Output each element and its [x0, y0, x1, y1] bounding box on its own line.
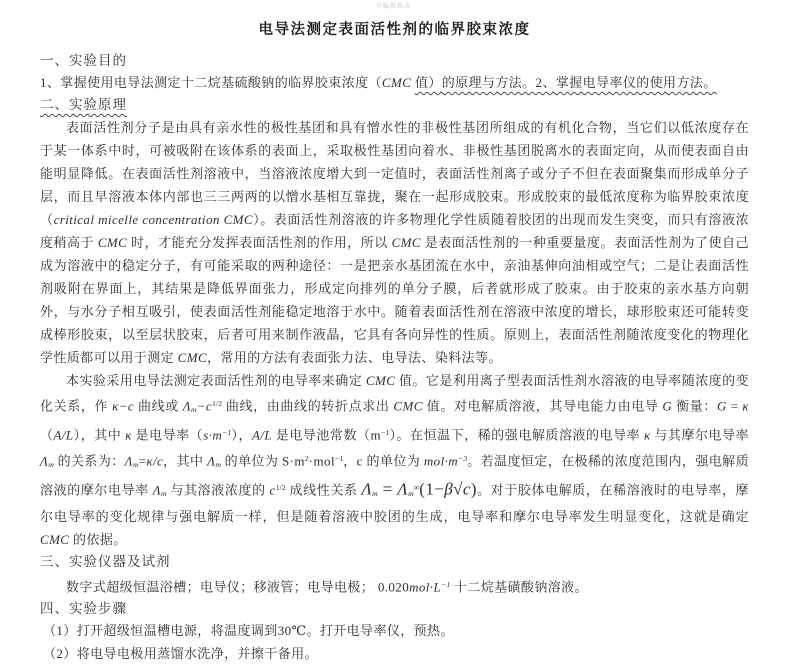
text-run: −1 [381, 428, 390, 438]
text-run: m [48, 459, 54, 469]
text-run: κ [125, 427, 132, 443]
text-run: （ [40, 427, 54, 443]
document-title: 电导法测定表面活性剂的临界胶束浓度 [258, 22, 531, 38]
text-run: ∞ [413, 482, 420, 492]
text-run: ）。在恒温下，稀的强电解质溶液的电导率 [389, 427, 644, 443]
text-run: 衡量： [672, 398, 718, 414]
text-run: critical micelle concentration CMC [53, 212, 253, 227]
section-heading-procedure: 四、实验步骤 [40, 601, 127, 617]
text-run: Λ [124, 452, 133, 468]
text-run: 值。对电解质溶液，其导电能力由电导 [422, 398, 663, 414]
section-heading-apparatus: 三、实验仪器及试剂 [40, 553, 171, 569]
text-run: 。对于胶体电解质，在稀溶液时的电导率，摩尔电导率的变化规律与强电解质一样，但是随着溶液中胶团的生成，电导率和摩尔电导率发生明显变化，这就是确定 [40, 482, 749, 524]
procedure-step-2: （2）将电导电极用蒸馏水洗净，并擦干备用。 [43, 645, 318, 661]
text-run: Λ [182, 398, 192, 414]
text-run: 的依据。 [69, 531, 127, 547]
text-run: m [191, 405, 197, 415]
text-run: ）， [231, 427, 253, 443]
text-run: A/L [252, 427, 272, 443]
text-run: s·m [203, 427, 223, 443]
text-run: Λ [40, 452, 49, 468]
text-run: 曲线或 [134, 398, 183, 414]
text-run: 1/2 [275, 482, 286, 492]
text-run: = [726, 398, 743, 414]
text-run: κ [643, 427, 651, 443]
text-run: −c [196, 398, 213, 414]
text-run: CMC [393, 398, 423, 414]
text-run: CMC [391, 235, 421, 250]
text-run: 与其溶液浓度的 [166, 482, 270, 497]
text-run: m [408, 488, 414, 498]
text-run: = [138, 452, 147, 468]
text-run: 与其摩尔电导率 [650, 427, 749, 443]
text-run: 数字式超级恒温浴槽；电导仪；移液管；电导电极； 0.020 [66, 579, 410, 595]
text-run: 值）的原理与方法。2、掌握电导率仪的使用方法。 [414, 75, 717, 90]
text-run: CMC [97, 235, 128, 250]
text-run: ，c 的单位为 [343, 452, 424, 468]
text-run: ·mol [308, 452, 335, 468]
text-run: ）。表面活性剂溶液的许多物理化学性质随着胶团的出现而发生突变，而只有溶液浓度稍高于 [40, 212, 749, 250]
text-run: G [662, 398, 673, 414]
apparatus-list [40, 573, 749, 598]
text-run: −1 [441, 579, 451, 589]
text-run: 是电导池常数（m [272, 427, 382, 443]
text-run: G [717, 398, 727, 414]
text-run: Λ [152, 482, 161, 497]
text-run: Λ [207, 452, 216, 468]
text-run: Λ [361, 479, 373, 498]
text-run: −3 [458, 453, 468, 463]
text-run: κ/c [146, 452, 164, 468]
section-heading-objective: 一、实验目的 [40, 53, 127, 68]
objective-item [40, 72, 749, 94]
text-run: ，常用的方法有表面张力法、电导法、染料法等。 [207, 350, 502, 365]
text-run: κ−c [112, 398, 135, 414]
text-run: 的单位为 S·m [221, 452, 305, 468]
principle-paragraph-1 [40, 116, 749, 369]
text-run: 的关系为： [53, 452, 125, 468]
text-run: m [160, 488, 167, 498]
text-run: 成线性关系 [285, 482, 362, 497]
section-heading-principle: 二、实验原理 [40, 97, 127, 112]
text-run: m [215, 459, 221, 469]
text-run: 1/2 [212, 399, 222, 408]
text-run: −1 [222, 428, 232, 438]
text-run: c [269, 482, 276, 497]
text-run: CMC [177, 350, 208, 365]
text-run: ，其中 [163, 452, 208, 468]
text-run: A/L [53, 427, 74, 443]
text-run: mol·m [423, 452, 459, 468]
text-run: m [132, 459, 139, 469]
text-run: 是表面活性剂的一种重要量度。表面活性剂为了使自己成为溶液中的稳定分子，有可能采取的两种途径：一是把亲水基团流在水中，亲油基伸向油相或空气；二是让表面活性剂吸附在界面上，其结果是降低界面张力，形成定向排列的单分子膜，后者就形成了胶束。由于胶束的亲水基方向朝外，与水分子相互吸引，使表面活性剂能稳定地溶于水中。随着表面活性剂在溶液中浓度的增长，球形胶束还可能转变成棒形胶束，以至层状胶束，后者可用来制作液晶，它具有各向异性的性质。原则上，表面活性剂随浓度变化的物理化学性质都可以用于测定 [40, 235, 749, 365]
text-run: 十二烷基磺酸钠溶液。 [450, 579, 588, 595]
text-run: CMC [381, 75, 412, 90]
text-run: m [372, 488, 378, 498]
text-run: 1、掌握使用电导法测定十二烷基硫酸钠的临界胶束浓度（ [40, 75, 382, 90]
watermark: 可编辑修改 [375, 4, 412, 10]
text-run: 表面活性剂分子是由具有亲水性的极性基团和具有憎水性的非极性基团所组成的有机化合物，当它们以低浓度存在于某一体系中时，可被吸附在该体系的表面上，采取极性基团向着水、非极性基团脱离水的表面定向，从而使表面自由能明显降低。在表面活性剂溶液中，当溶液浓度增大到一定值时，表面活性剂离子或分子不但在表面聚集而形成单分子层，而且早溶液本体内部也三三两两的以憎水基相互靠拢，聚在一起形成胶束。形成胶束的最低浓度称为临界胶束浓度（ [40, 120, 749, 227]
text-run: −1 [334, 453, 344, 463]
text-run: β [444, 479, 454, 498]
text-run: Λ [397, 479, 409, 498]
text-run: √c [453, 479, 471, 498]
text-run: 本实验采用电导法测定表面活性剂的电导率来确定 [66, 373, 366, 388]
text-run: 值。它是利用离子型表面活性剂水溶液的电导率随浓度的变化关系，作 [40, 373, 749, 414]
text-run: = [377, 479, 398, 498]
text-run: 。若温度恒定，在极稀的浓度范围内，强电解质溶液的摩尔电导率 [40, 452, 749, 497]
procedure-step-1: （1）打开超级恒温槽电源，将温度调到30℃。打开电导率仪，预热。 [43, 623, 454, 639]
text-run: ），其中 [73, 427, 126, 443]
text-run: 时，才能充分发挥表面活性剂的作用，所以 [127, 235, 392, 250]
text-run: 2 [304, 453, 309, 463]
text-run: ) [470, 479, 477, 498]
text-run: κ [742, 398, 749, 414]
text-run: CMC [40, 531, 70, 547]
principle-paragraph-2 [40, 369, 749, 551]
text-run: CMC [365, 373, 396, 388]
text-run: 是电导率（ [131, 427, 204, 443]
text-run: (1− [419, 479, 445, 498]
text-run: mol·L [409, 579, 442, 595]
text-run: 曲线，由曲线的转折点求出 [221, 398, 394, 414]
